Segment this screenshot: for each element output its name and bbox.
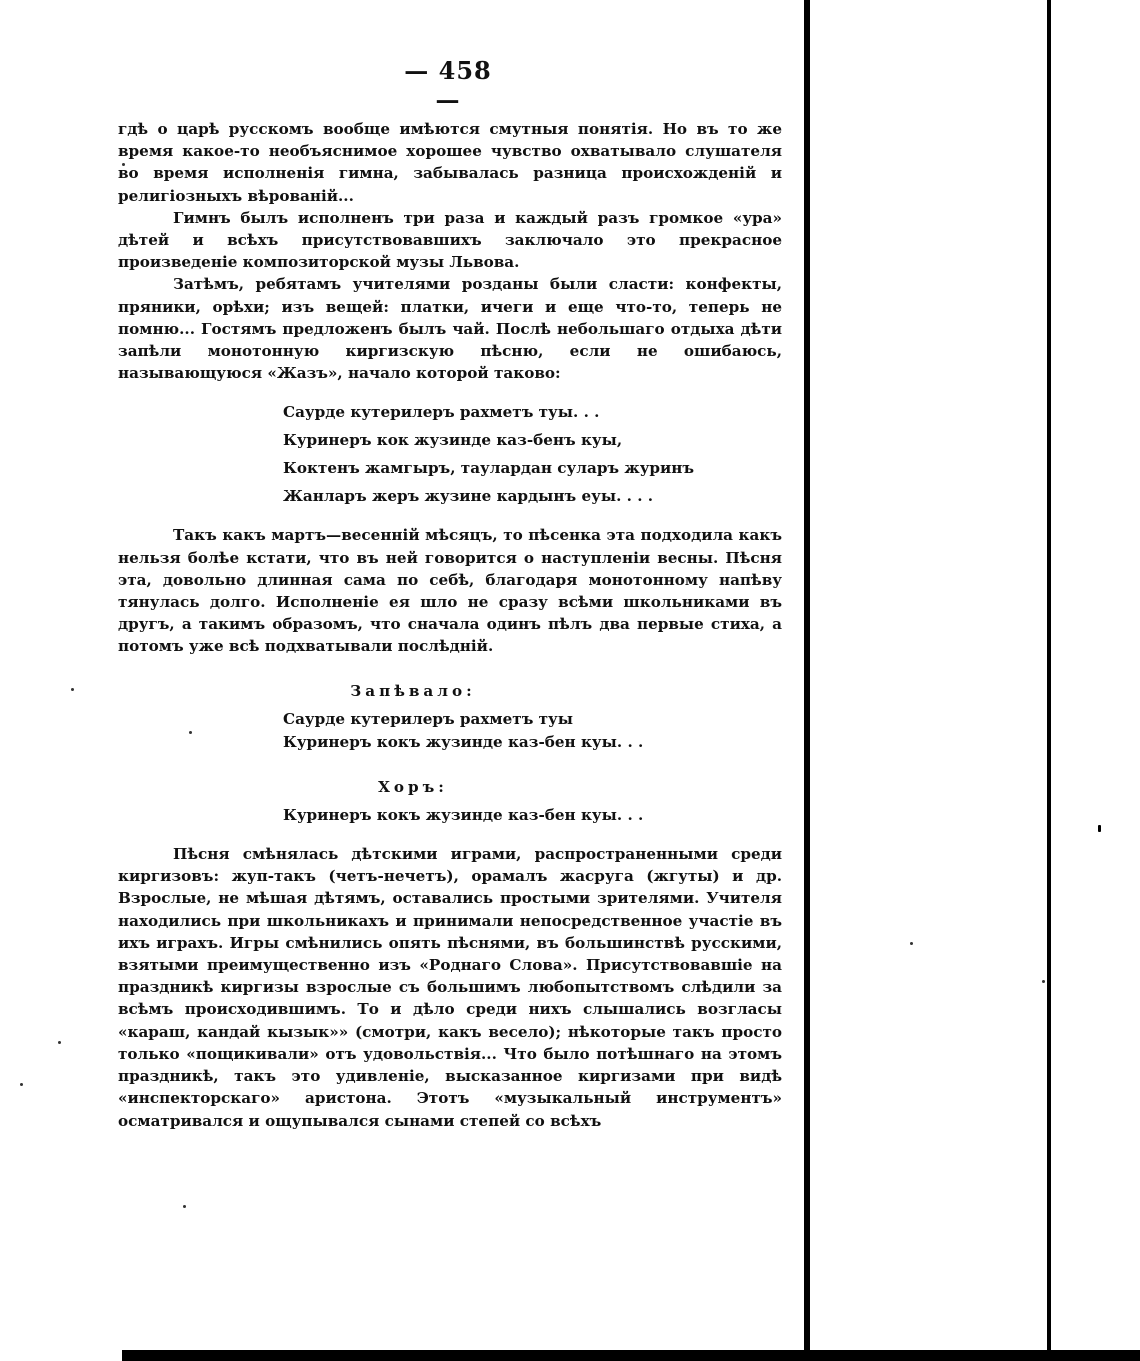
verse-line: Коктенъ жамгыръ, таулардан суларъ журинъ <box>283 459 695 478</box>
verse-line: Куринеръ кок жузинде каз-бенъ куы, <box>283 431 623 450</box>
scan-speck <box>910 942 913 945</box>
verse-line: Куринеръ кокъ жузинде каз-бен куы. . . <box>283 732 644 751</box>
scan-speck <box>183 1205 186 1208</box>
section-heading: Хоръ: <box>378 777 448 796</box>
song-verse <box>283 804 782 827</box>
paragraph: Такъ какъ мартъ—весенній мѣсяцъ, то пѣсенка эта подходила какъ нельзя болѣе кстати, что въ ней говорится о наступленіи весны. Пѣсня эта, довольно длинная сама по себѣ, благодаря монотонному напѣву тянулась долго. Исполненіе ея шло не сразу всѣми школьниками въ другъ, а такимъ образомъ, что сначала одинъ пѣлъ два первые стиха, а потомъ уже всѣ подхватывали послѣдній. <box>118 526 782 656</box>
body-text <box>118 118 782 1132</box>
scan-speck <box>1098 825 1101 832</box>
scan-speck <box>58 1041 61 1044</box>
scan-speck <box>71 688 74 691</box>
verse-line: Саурде кутерилеръ рахметъ туы <box>283 709 573 728</box>
facing-page-edge-line <box>1047 0 1051 1361</box>
song-verse <box>283 708 782 754</box>
song-verse <box>283 398 782 510</box>
scan-speck <box>20 1083 23 1086</box>
paragraph: гдѣ о царѣ русскомъ вообще имѣются смутныя понятія. Но въ то же время какое-то необъяснимое хорошее чувство охватывало слушателя во время исполненія гимна, забывалась разница происхожденій и религіозныхъ вѣрованій... <box>118 120 782 205</box>
page-gutter-line <box>804 0 810 1361</box>
section-heading: Запѣвало: <box>350 681 476 700</box>
scan-speck <box>1042 980 1045 983</box>
page-bottom-edge-line <box>122 1350 1140 1361</box>
verse-line: Саурде кутерилеръ рахметъ туы. . . <box>283 403 600 422</box>
verse-line: Жанларъ жеръ жузине кардынъ еуы. . . . <box>283 487 654 506</box>
paragraph: Затѣмъ, ребятамъ учителями розданы были сласти: конфекты, пряники, орѣхи; изъ вещей: платки, ичеги и еще что-то, теперь не помню... Гостямъ предложенъ былъ чай. Послѣ небольшаго отдыха дѣти запѣли монотонную киргизскую пѣсню, если не ошибаюсь, называющуюся «Жазъ», начало которой таково: <box>118 275 782 383</box>
paragraph: Пѣсня смѣнялась дѣтскими играми, распространенными среди киргизовъ: жуп-такъ (четъ-нечетъ), орамалъ жасруга (жгуты) и др. Взрослые, не мѣшая дѣтямъ, оставались простыми зрителями. Учителя находились при школьникахъ и принимали непосредственное участіе въ ихъ играхъ. Игры смѣнились опять пѣснями, въ большинствѣ русскими, взятыми преимущественно изъ «Роднаго Слова». Присутствовавшіе на праздникѣ киргизы взрослые съ большимъ любопытствомъ слѣдили за всѣмъ происходившимъ. То и дѣло среди нихъ слышались возгласы «караш, кандай кызык»» (смотри, какъ весело); нѣкоторые такъ просто только «пощикивали» отъ удовольствія... Что было потѣшнаго на этомъ праздникѣ, такъ это удивленіе, высказанное киргизами при видѣ «инспекторскаго» аристона. Этотъ «музыкальный инструментъ» осматривался и ощупывался сынами степей со всѣхъ <box>118 845 782 1130</box>
page-number: — 458 — <box>404 56 492 114</box>
verse-line: Куринеръ кокъ жузинде каз-бен куы. . . <box>283 806 644 825</box>
paragraph: Гимнъ былъ исполненъ три раза и каждый разъ громкое «ура» дѣтей и всѣхъ присутствовавшихъ заключало это прекрасное произведеніе композиторской музы Львова. <box>118 208 782 272</box>
